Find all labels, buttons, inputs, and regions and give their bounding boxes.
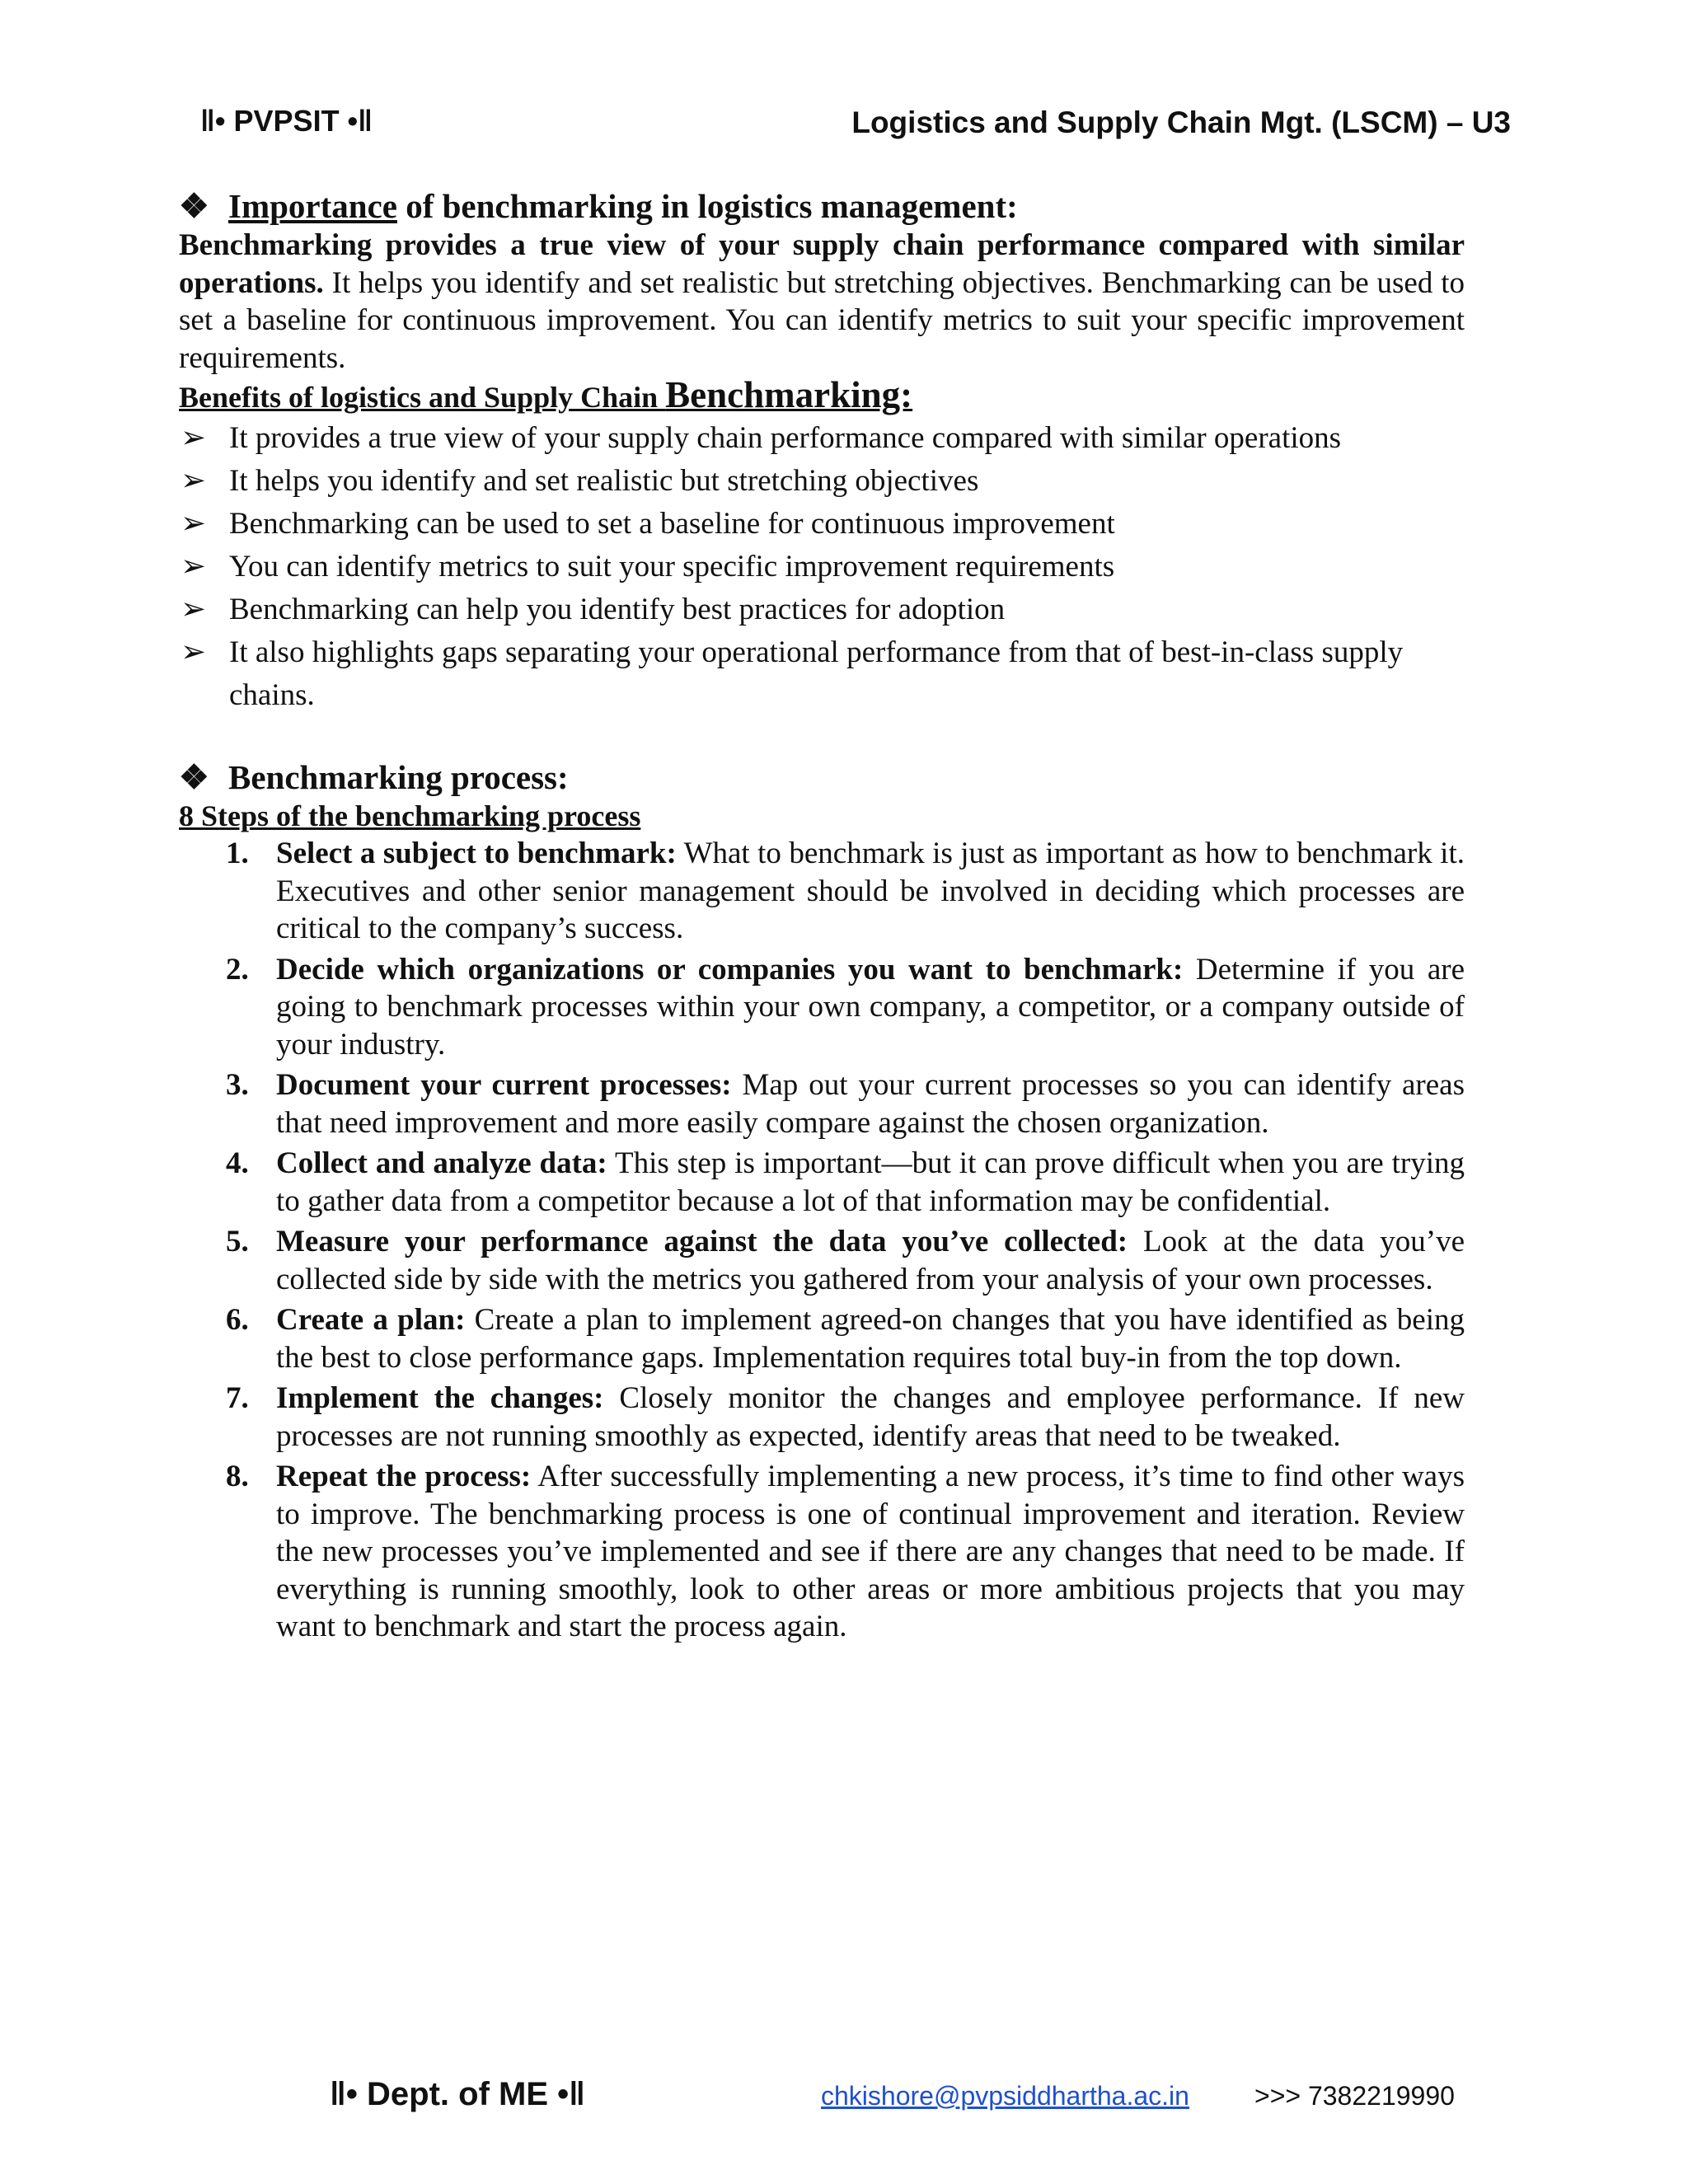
benefit-text: Benchmarking can help you identify best practices for adoption bbox=[229, 592, 1006, 626]
importance-paragraph-bold: Benchmarking provides a true view of your supply chain performance compared with similar operations. bbox=[179, 228, 1465, 300]
footer-email-link[interactable]: chkishore@pvpsiddhartha.ac.in bbox=[821, 2081, 1189, 2111]
step-text: What to benchmark is just as important as how to benchmark it. Executives and other senior management should be involved in deciding which processes are critical to the company’s success. bbox=[276, 837, 1465, 945]
step-lead: Repeat the process: bbox=[276, 1460, 532, 1493]
step-text: Look at the data you’ve collected side by side with the metrics you gathered from your analysis of your own processes. bbox=[276, 1225, 1465, 1296]
step-item bbox=[179, 835, 1465, 948]
benefits-heading-small: Benefits of logistics and Supply Chain bbox=[179, 381, 666, 414]
footer-phone: >>> 7382219990 bbox=[1254, 2081, 1455, 2111]
step-item bbox=[179, 1145, 1465, 1220]
step-text: Create a plan to implement agreed-on changes that you have identified as being the best to close performance gaps. Implementation requires total buy-in from the top down. bbox=[276, 1303, 1465, 1375]
process-subheading: 8 Steps of the benchmarking process bbox=[179, 799, 641, 832]
list-item bbox=[179, 546, 1465, 588]
step-item bbox=[179, 1066, 1465, 1141]
step-item bbox=[179, 1458, 1465, 1646]
steps-list bbox=[179, 835, 1465, 1646]
importance-paragraph bbox=[179, 227, 1465, 377]
arrow-bullet-icon: ➢ bbox=[181, 463, 207, 498]
step-lead: Measure your performance against the data you’ve collected: bbox=[276, 1225, 1128, 1258]
process-heading-text: Benchmarking process: bbox=[228, 757, 569, 796]
arrow-bullet-icon: ➢ bbox=[181, 592, 207, 626]
step-text: Map out your current processes so you can identify areas that need improvement and more easily compare against the chosen organization. bbox=[276, 1068, 1465, 1140]
step-number: 1. bbox=[226, 837, 249, 870]
importance-heading-underlined: Importance bbox=[228, 187, 397, 225]
step-item bbox=[179, 1301, 1465, 1376]
diamond-bullet-icon: ❖ bbox=[179, 187, 209, 225]
benefit-text: You can identify metrics to suit your specific improvement requirements bbox=[229, 549, 1115, 583]
section-gap bbox=[179, 717, 1465, 757]
page-content bbox=[179, 185, 1465, 1649]
arrow-bullet-icon: ➢ bbox=[181, 420, 207, 455]
list-item bbox=[179, 460, 1465, 503]
step-text: Closely monitor the changes and employee performance. If new processes are not running smoothly as expected, identify areas that need to be tweaked. bbox=[276, 1381, 1465, 1453]
step-lead: Collect and analyze data: bbox=[276, 1146, 607, 1180]
step-number: 6. bbox=[226, 1303, 249, 1337]
benefits-list bbox=[179, 417, 1465, 717]
footer-department: ‖• Dept. of ME •‖ bbox=[330, 2076, 586, 2112]
arrow-bullet-icon: ➢ bbox=[181, 635, 207, 669]
step-lead: Select a subject to benchmark: bbox=[276, 837, 677, 870]
importance-heading-rest: of benchmarking in logistics management: bbox=[396, 187, 1018, 225]
step-item bbox=[179, 1223, 1465, 1298]
benefit-text: Benchmarking can be used to set a baseline for continuous improvement bbox=[229, 506, 1115, 541]
header-course-title: Logistics and Supply Chain Mgt. (LSCM) – U3 bbox=[851, 105, 1511, 139]
step-text: After successfully implementing a new process, it’s time to find other ways to improve. The benchmarking process is one of continual improvement and iteration. Review the new processes you’ve implemented and see if there are any changes that need to be made. If everything is running smoothly, look to other areas or more ambitious projects that you may want to benchmark and start the process again. bbox=[276, 1460, 1465, 1643]
step-number: 3. bbox=[226, 1068, 249, 1102]
step-text: This step is important—but it can prove difficult when you are trying to gather data from a competitor because a lot of that information may be confidential. bbox=[276, 1146, 1465, 1218]
benefit-text: It also highlights gaps separating your operational performance from that of best-in-class supply chains. bbox=[229, 635, 1404, 712]
diamond-bullet-icon: ❖ bbox=[179, 757, 209, 796]
header-institute: ‖• PVPSIT •‖ bbox=[200, 104, 373, 138]
step-number: 4. bbox=[226, 1146, 249, 1180]
process-heading bbox=[179, 757, 1465, 798]
step-lead: Create a plan: bbox=[276, 1303, 466, 1337]
list-item bbox=[179, 588, 1465, 631]
step-item bbox=[179, 951, 1465, 1064]
step-lead: Implement the changes: bbox=[276, 1381, 604, 1415]
step-lead: Decide which organizations or companies you want to benchmark: bbox=[276, 952, 1184, 987]
arrow-bullet-icon: ➢ bbox=[181, 506, 207, 541]
benefits-heading-big: Benchmarking: bbox=[665, 374, 913, 415]
list-item bbox=[179, 417, 1465, 460]
importance-heading bbox=[179, 185, 1465, 227]
step-item bbox=[179, 1380, 1465, 1455]
list-item bbox=[179, 631, 1465, 717]
step-text: Determine if you are going to benchmark processes within your own company, a competitor, or a company outside of your industry. bbox=[276, 952, 1465, 1062]
list-item bbox=[179, 503, 1465, 546]
benefit-text: It provides a true view of your supply chain performance compared with similar operations bbox=[229, 420, 1342, 455]
benefit-text: It helps you identify and set realistic but stretching objectives bbox=[229, 463, 979, 498]
step-lead: Document your current processes: bbox=[276, 1068, 732, 1102]
arrow-bullet-icon: ➢ bbox=[181, 549, 207, 583]
importance-paragraph-rest: It helps you identify and set realistic but stretching objectives. Benchmarking can be used to set a baseline for continuous improvement. You can identify metrics to suit your specific improvement requirements. bbox=[179, 265, 1465, 375]
step-number: 7. bbox=[226, 1381, 249, 1415]
step-number: 5. bbox=[226, 1225, 249, 1258]
benefits-heading bbox=[179, 374, 1465, 417]
step-number: 8. bbox=[226, 1460, 249, 1493]
step-number: 2. bbox=[226, 952, 249, 987]
